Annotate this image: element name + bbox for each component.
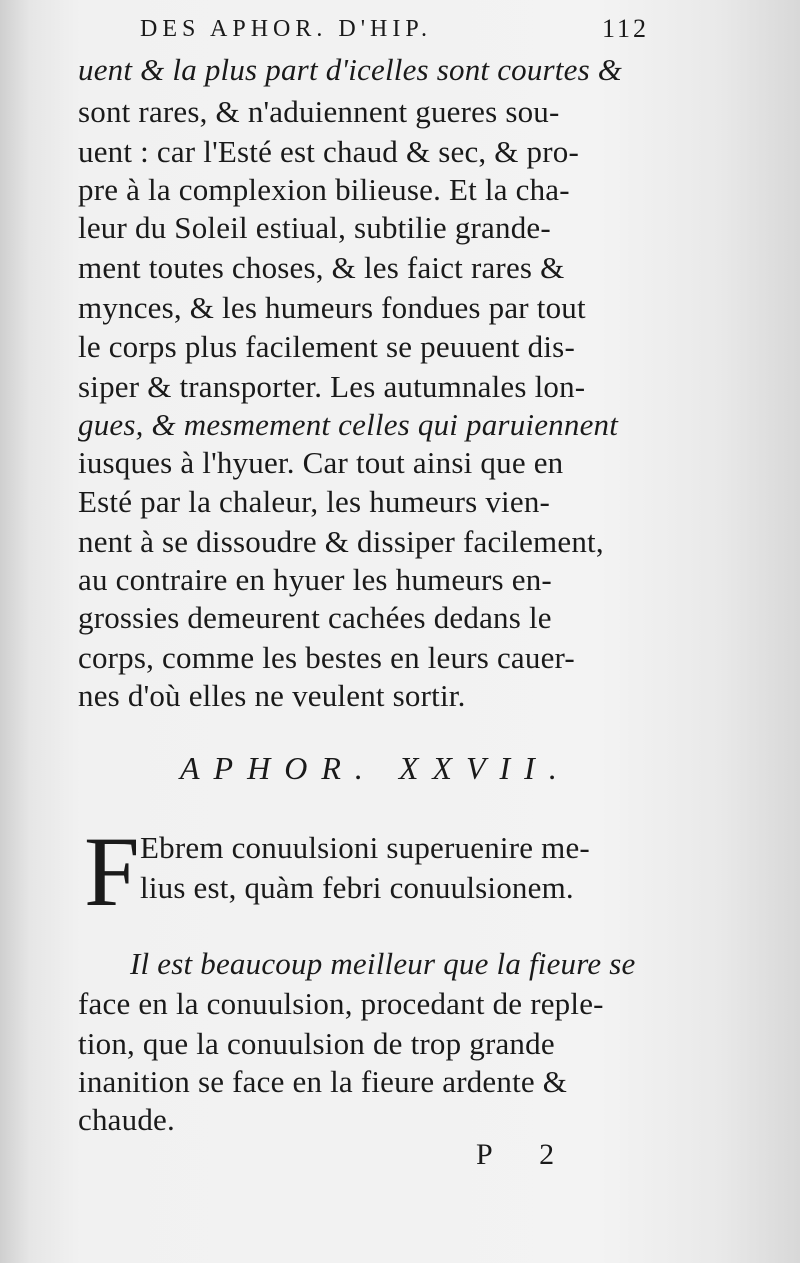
body-line: siper & transporter. Les autumnales lon- xyxy=(78,369,586,404)
commentary-line: Il est beaucoup meilleur que la fieure se xyxy=(130,946,636,981)
body-line: pre à la complexion bilieuse. Et la cha- xyxy=(78,172,570,207)
show-through-marks xyxy=(690,200,800,760)
latin-line: lius est, quàm febri conuulsionem. xyxy=(140,870,574,905)
page-number: 112 xyxy=(602,14,650,43)
commentary-line: chaude. xyxy=(78,1102,175,1137)
aphorism-title: APHOR. XXVII. xyxy=(180,750,571,786)
body-line: grossies demeurent cachées dedans le xyxy=(78,600,552,635)
commentary-line: tion, que la conuulsion de trop grande xyxy=(78,1026,555,1061)
body-line: corps, comme les bestes en leurs cauer- xyxy=(78,640,575,675)
body-line: iusques à l'hyuer. Car tout ainsi que en xyxy=(78,445,564,480)
body-line: uent : car l'Esté est chaud & sec, & pro- xyxy=(78,134,580,169)
body-line: ment toutes choses, & les faict rares & xyxy=(78,250,565,285)
body-line: nent à se dissoudre & dissiper facilement, xyxy=(78,524,604,559)
body-line: le corps plus facilement se peuuent dis- xyxy=(78,329,575,364)
commentary-line: inanition se face en la fieure ardente & xyxy=(78,1064,568,1099)
signature-mark: P 2 xyxy=(476,1138,575,1171)
body-line: Esté par la chaleur, les humeurs vien- xyxy=(78,484,551,519)
body-line: uent & la plus part d'icelles sont courtes & xyxy=(78,52,623,87)
body-line: au contraire en hyuer les humeurs en- xyxy=(78,562,552,597)
commentary-line: face en la conuulsion, procedant de reple- xyxy=(78,986,604,1021)
body-line: sont rares, & n'aduiennent gueres sou- xyxy=(78,94,560,129)
running-title: DES APHOR. D'HIP. xyxy=(140,16,433,42)
drop-cap: F xyxy=(84,816,140,927)
latin-line: Ebrem conuulsioni superuenire me- xyxy=(140,830,590,865)
body-line: leur du Soleil estiual, subtilie grande- xyxy=(78,210,551,245)
body-line: nes d'où elles ne veulent sortir. xyxy=(78,678,466,713)
body-line: mynces, & les humeurs fondues par tout xyxy=(78,290,586,325)
body-line: gues, & mesmement celles qui paruiennent xyxy=(78,407,619,442)
